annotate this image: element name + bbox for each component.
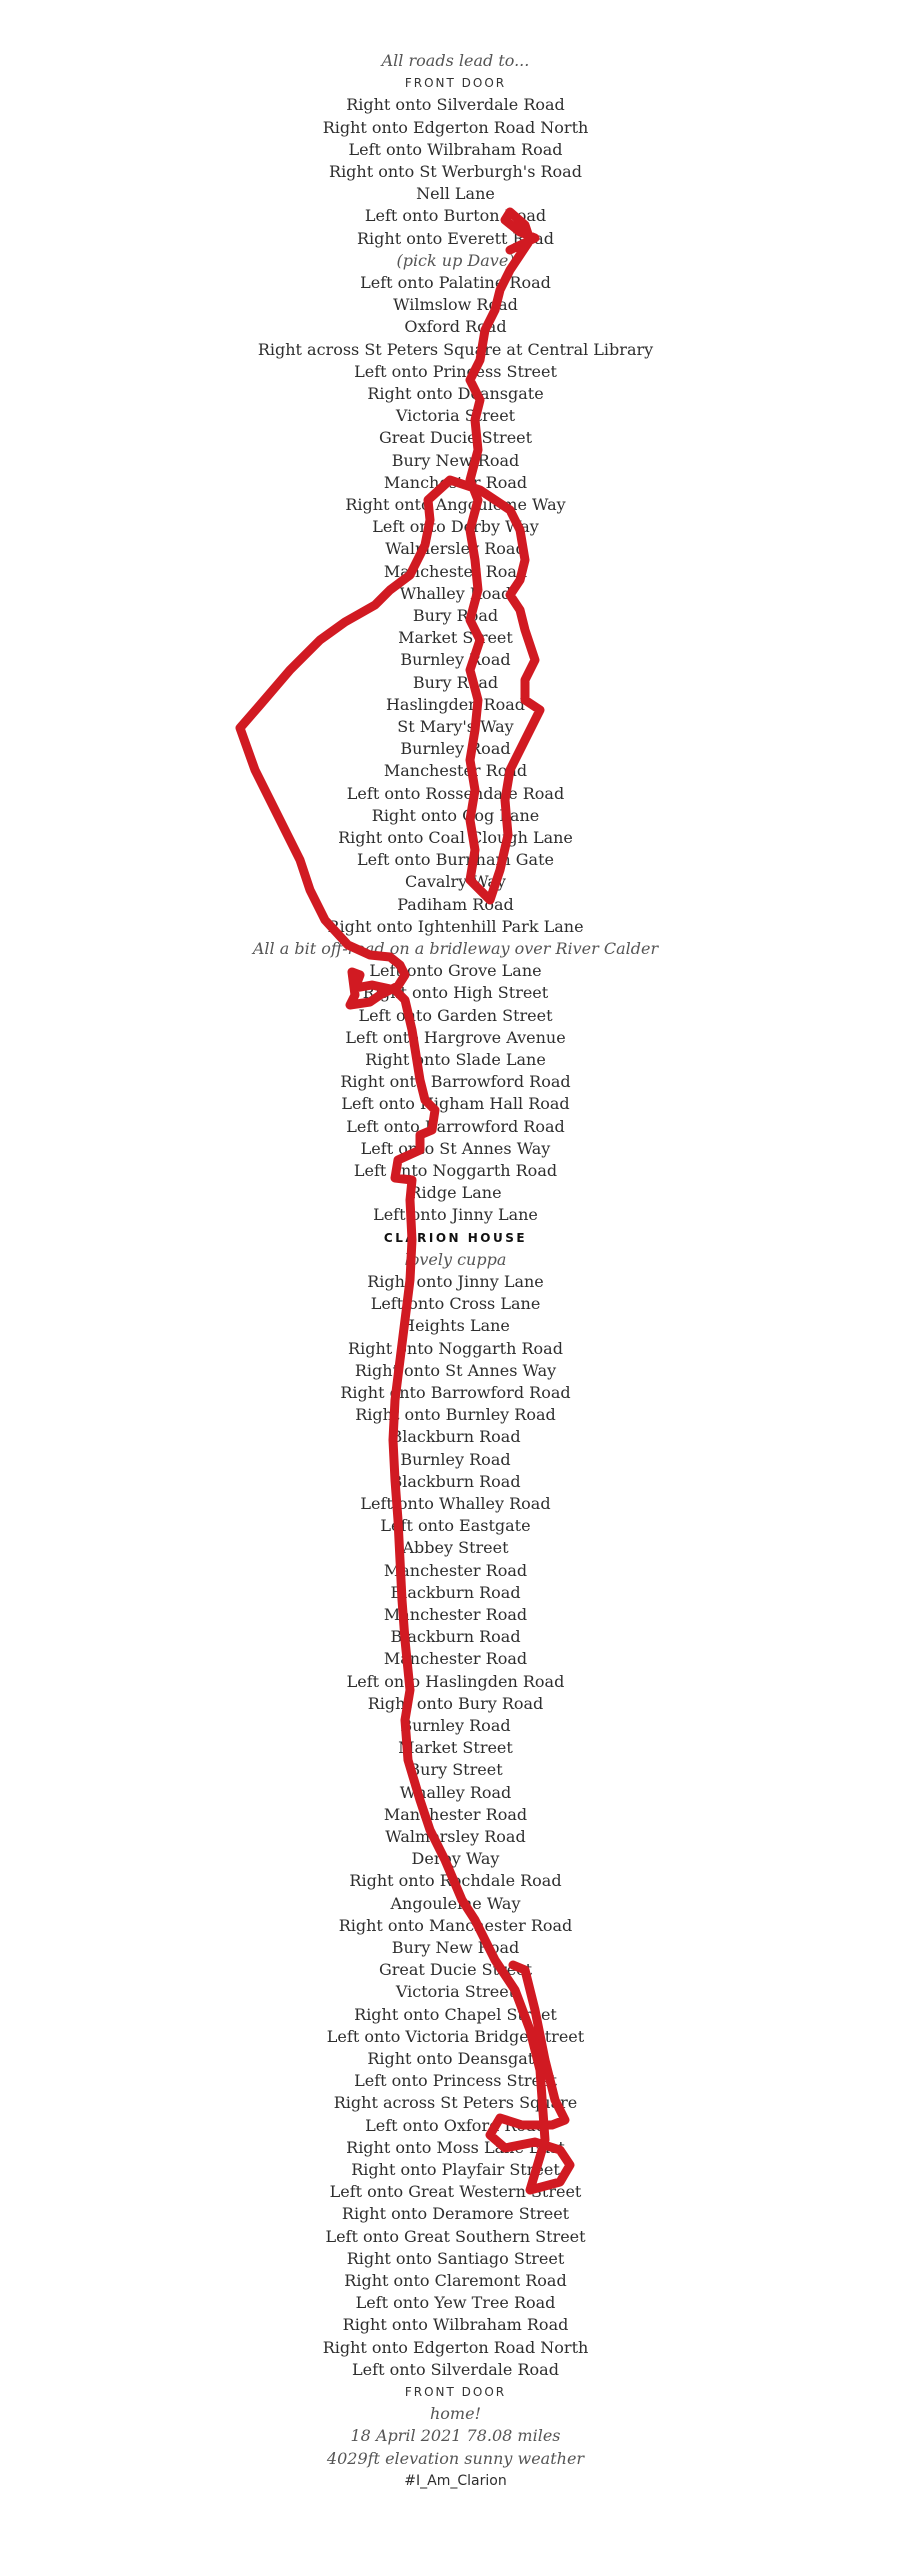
route-line: Left onto Princess Street [354, 2071, 557, 2091]
route-line: Left onto Great Southern Street [325, 2226, 586, 2246]
route-line: Great Ducie Street [378, 428, 533, 448]
route-line: Manchester Road [383, 1804, 528, 1824]
route-line: Manchester Road [383, 1560, 528, 1580]
route-line: Manchester Road [383, 1605, 528, 1624]
route-line: Padiham Road [397, 894, 514, 914]
route-line: Left onto Rossendale Road [346, 783, 565, 803]
route-line: Left onto Haslingden Road [346, 1671, 565, 1691]
route-line: Left onto Palatine Road [360, 273, 551, 292]
route-line: Right onto Playfair Street [351, 2160, 560, 2179]
route-line: Left onto Princess Street [354, 361, 557, 381]
route-line: lovely cuppa [404, 1249, 507, 1269]
route-line: Right onto Claremont Road [344, 2271, 567, 2290]
route-line: Right onto Santiago Street [346, 2248, 565, 2268]
route-line: Victoria Street [395, 1982, 516, 2002]
route-line: Left onto Yew Tree Road [355, 2293, 556, 2313]
route-line: Right onto Burnley Road [355, 1405, 556, 1425]
route-line: Right onto Noggarth Road [348, 1338, 563, 1358]
route-line: Burnley Road [400, 1716, 511, 1735]
route-line: Bury Road [412, 606, 499, 625]
route-line: Right onto Barrowford Road [340, 1383, 571, 1402]
route-line: Right onto Deramore Street [341, 2204, 570, 2224]
route-line: FRONT DOOR [404, 2385, 507, 2399]
route-line: Right onto Silverdale Road [346, 95, 565, 115]
route-line: Right onto Edgerton Road North [322, 117, 589, 137]
route-line: Whalley Road [399, 1782, 512, 1802]
route-line: Right onto Wilbraham Road [342, 2315, 569, 2335]
route-line: Right onto Cog Lane [371, 805, 540, 825]
route-line: Left onto Garden Street [358, 1005, 553, 1025]
route-line: Whalley Road [399, 583, 512, 603]
route-line: All a bit off-road on a bridleway over River Calder [252, 939, 659, 958]
route-line: Heights Lane [401, 1316, 510, 1336]
route-line: Bury New Road [391, 450, 520, 470]
route-line: Abbey Street [402, 1538, 509, 1558]
route-line: 4029ft elevation sunny weather [326, 2448, 585, 2468]
route-line: Right onto Manchester Road [338, 1915, 573, 1935]
route-line: Right onto Deansgate [367, 384, 544, 403]
route-line: Right onto Slade Lane [365, 1050, 546, 1069]
route-line: Right onto St Werburgh's Road [329, 162, 582, 181]
route-line: Right onto Moss Lane East [346, 2137, 565, 2157]
route-line: Angouleme Way [390, 1893, 521, 1913]
route-line: Left onto Higham Hall Road [341, 1094, 570, 1114]
route-line: Wilmslow Road [393, 295, 518, 315]
route-line: Victoria Street [395, 406, 516, 426]
route-line: Right onto Ightenhill Park Lane [327, 916, 584, 936]
route-line: Left onto Wilbraham Road [348, 139, 563, 159]
route-line: 18 April 2021 78.08 miles [350, 2426, 561, 2446]
route-line: Left onto Barrowford Road [346, 1116, 565, 1136]
route-line: home! [429, 2404, 481, 2424]
route-line: Oxford Road [404, 317, 507, 337]
route-line: Right onto Rochdale Road [349, 1871, 562, 1891]
route-line: Left onto Derby Way [372, 517, 539, 537]
route-line: All roads lead to... [381, 51, 530, 70]
route-line: Right onto Deansgate [367, 2049, 544, 2068]
route-line: Right onto High Street [362, 983, 549, 1003]
route-line: Right onto Chapel Street [354, 2004, 557, 2024]
route-line: Left onto Jinny Lane [373, 1205, 538, 1225]
route-line: Left onto Burton Road [364, 206, 547, 226]
route-line: Haslingden Road [385, 694, 526, 714]
route-line: Walmersley Road [385, 1827, 526, 1846]
route-line: Left onto Silverdale Road [352, 2359, 559, 2379]
route-line: Manchester Road [383, 761, 528, 781]
route-line: Right onto Barrowford Road [340, 1072, 571, 1092]
route-line: Cavalry Way [405, 872, 506, 892]
route-line: Right onto Everett Road [356, 228, 555, 248]
route-line: St Mary's Way [397, 717, 514, 736]
route-line: Market Street [398, 628, 513, 648]
route-line: Left onto Burnham Gate [357, 850, 554, 870]
route-line: Burnley Road [400, 739, 511, 759]
route-line: Right onto Coal Clough Lane [338, 828, 573, 847]
route-line: CLARION HOUSE [383, 1230, 528, 1245]
route-line: Burnley Road [400, 650, 511, 670]
route-line: Right across St Peters Square at Central Library [257, 339, 654, 359]
route-line: Right across St Peters Square [333, 2093, 578, 2113]
route-line: Great Ducie Street [378, 1960, 533, 1980]
route-line: Right onto Bury Road [367, 1693, 544, 1713]
route-line: Ridge Lane [409, 1183, 502, 1203]
route-line: Right onto Jinny Lane [367, 1272, 544, 1291]
route-line: Derby Way [411, 1849, 500, 1869]
route-line: Left onto Whalley Road [360, 1494, 551, 1513]
route-line: Left onto Grove Lane [369, 961, 542, 981]
route-line: Blackburn Road [390, 1627, 521, 1647]
route-line: Blackburn Road [390, 1471, 521, 1491]
route-line: Right onto St Annes Way [354, 1360, 557, 1380]
route-line: Left onto Oxford Road [365, 2115, 546, 2135]
route-line: Right onto Edgerton Road North [322, 2337, 589, 2357]
route-line: Blackburn Road [390, 1582, 521, 1602]
route-line: Bury Street [408, 1760, 503, 1780]
route-line: Left onto Noggarth Road [353, 1161, 558, 1180]
route-line: Market Street [398, 1738, 513, 1758]
route-line: Right onto Angouleme Way [345, 495, 566, 514]
route-line: #I_Am_Clarion [404, 2472, 507, 2489]
route-line: Bury New Road [391, 1938, 520, 1957]
route-line: Manchester Road [383, 472, 528, 492]
route-line: FRONT DOOR [404, 76, 507, 91]
route-line: Burnley Road [400, 1449, 511, 1469]
route-line: Left onto St Annes Way [360, 1138, 551, 1158]
route-line: Manchester Road [383, 561, 528, 581]
route-line: (pick up Dave) [396, 250, 515, 270]
route-line: Manchester Road [383, 1649, 528, 1669]
route-line: Left onto Great Western Street [329, 2182, 582, 2202]
route-line: Bury Road [412, 672, 499, 692]
route-line: Left onto Eastgate [380, 1516, 531, 1536]
route-line: Left onto Hargrove Avenue [345, 1027, 566, 1047]
route-line: Blackburn Road [390, 1427, 521, 1447]
route-line: Nell Lane [416, 184, 495, 204]
route-line: Walmersley Road [385, 539, 526, 559]
route-line: Left onto Victoria Bridge Street [326, 2026, 585, 2046]
route-line: Left onto Cross Lane [370, 1294, 541, 1314]
